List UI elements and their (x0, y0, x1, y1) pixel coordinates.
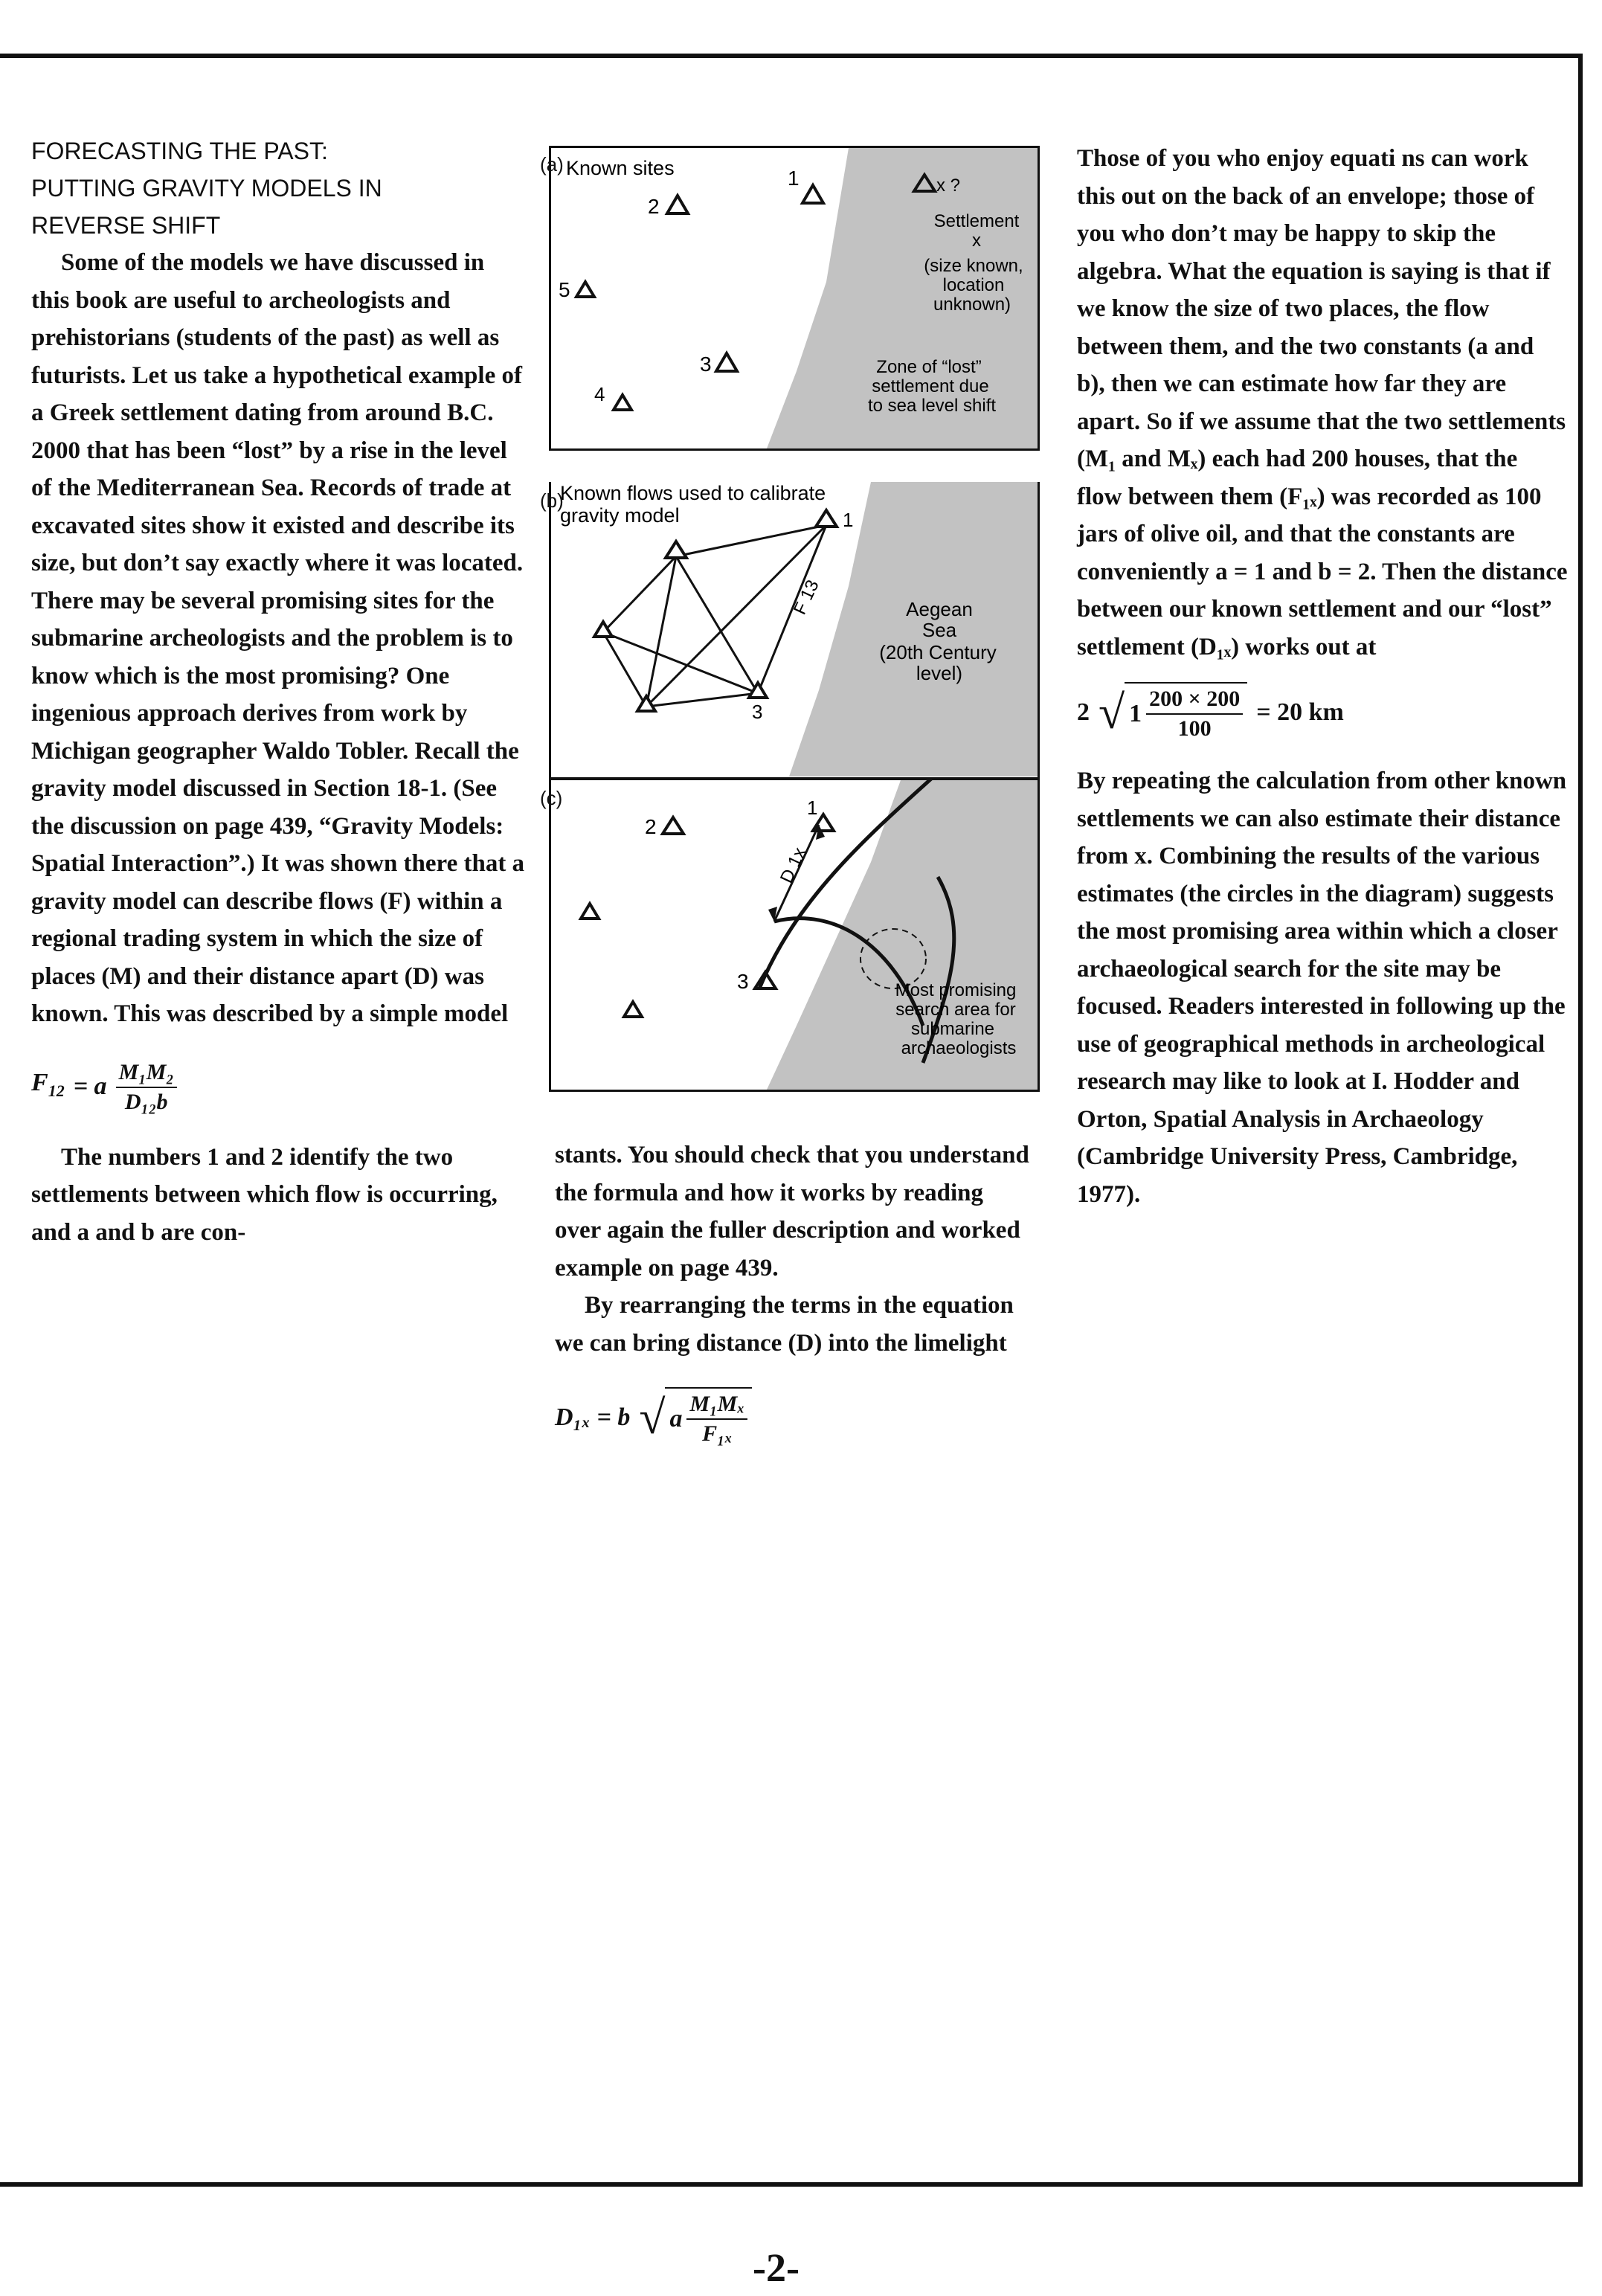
col1-paragraph-1: Some of the models we have discussed in this book are useful to archeologists and prehistorians (students of the past) as well as futurists. Let us take a hypothetical example of a Greek settlement dating from around B.C. 2000 that has been “lost” by a rise in the level of the Mediterranean Sea. Records of trade at excavated sites show it existed and describe its size, but don’t say exactly where it was located. There may be several promising sites for the submarine archeologists and the problem is to know which is the most promising? One ingenious approach derives from work by Michigan geographer Waldo Tobler. Recall the gravity model discussed in Section 18-1. (See the discussion on page 439, “Gravity Models: Spatial Interaction”.) It was shown there that a gravity model can describe flows (F) within a regional trading system in which the size of places (M) and their distance apart (D) was known. This was described by a simple model (31, 249, 525, 1027)
eq3-result: = 20 km (1256, 698, 1344, 726)
panel-b-diagram (551, 482, 1038, 776)
panel-b-label: (b) (540, 489, 564, 512)
zone-text-3: to sea level shift (867, 396, 997, 416)
flow-f13-label: F 13 (789, 576, 823, 618)
settlement-text-3: (size known, (924, 256, 1023, 276)
site-b-bottom-icon (637, 696, 655, 711)
site-1-label: 1 (788, 167, 800, 190)
eq2-root: √ a $\frac{\text{M₁Mₓ}}{\text{F₁ₓ}}$ (639, 1387, 752, 1448)
site-2-icon (648, 195, 688, 218)
eq2-lhs: D₁ₓ = b (555, 1403, 631, 1431)
site-4-label: 4 (594, 383, 605, 405)
eq2-denominator: F₁ₓ (702, 1421, 733, 1446)
eq3-denominator: 100 (1177, 716, 1212, 741)
heading-line-1: FORECASTING THE PAST: (31, 138, 328, 164)
site-c-2-label: 2 (645, 815, 657, 838)
site-c-1-label: 1 (807, 797, 818, 819)
sea-text-1: Aegean (906, 598, 973, 620)
col3-paragraph-2: By repeating the calculation from other known settlements we can also estimate their distance from x. Combining the results of the various estimates (the circles in the diagram) suggests the most promising area within which a closer archaeological search for the site may be focused. Readers interested in following up the use of geographical methods in archeological research may like to look at I. Hodder and Orton, Spatial Analysis in Archaeology (Cambridge University Press, Cambridge, 1977). (1077, 768, 1567, 1208)
settlement-text-2: x (972, 231, 981, 251)
gravity-equation (31, 1058, 528, 1116)
column-1 (31, 132, 528, 1251)
site-c-bottom-icon (624, 1002, 642, 1017)
settlement-text-1: Settlement (933, 211, 1020, 231)
eq3-coefficient: 2 (1077, 698, 1090, 726)
zone-text-2: settlement due (872, 376, 989, 396)
eq3-fraction (1146, 685, 1243, 743)
site-3-label: 3 (700, 353, 712, 376)
site-c-3-label: 3 (737, 970, 749, 993)
site-2-label: 2 (648, 195, 660, 218)
area-text-1: Most promising (895, 980, 1017, 1000)
settlement-text-4: location (942, 275, 1005, 295)
eq1-numerator: M₁M₂ (116, 1058, 177, 1088)
panel-b (549, 482, 1040, 779)
site-5-label: 5 (559, 278, 570, 301)
site-c-3-icon (755, 972, 776, 988)
panel-a (549, 146, 1040, 451)
panel-c (549, 778, 1040, 1092)
col3-paragraph-1: Those of you who enjoy equati ns can work this out on the back of an envelope; those of you who don’t may be happy to skip the algebra. What the equation is saying is that if we know the size of two places, the flow between them, and the two constants (a and b), then we can estimate how far they are apart. So if we assume that the two settlements (M₁ and Mₓ) each had 200 houses, that the flow between them (F₁ₓ) was recorded as 100 jars of olive oil, and that the constants are conveniently a = 1 and b = 2. Then the distance between our known settlement and our “lost” settlement (D₁ₓ) works out at (1077, 145, 1568, 660)
area-text-2: search area for (895, 1000, 1016, 1020)
col2-paragraph-1: stants. You should check that you understand the formula and how it works by reading over again the fuller description and worked example on page 439. (555, 1142, 1029, 1282)
panel-a-diagram (551, 148, 1038, 448)
zone-text-1: Zone of “lost” (876, 357, 982, 377)
settlement-text-5: unknown) (933, 295, 1011, 315)
eq1-lhs: F (31, 1068, 48, 1096)
sea-text-4: level) (916, 662, 963, 684)
settlement-x-annotation (924, 211, 1023, 315)
flow-lines (603, 525, 826, 707)
search-area-annotation (895, 980, 1017, 1058)
site-5-icon (559, 278, 594, 301)
panel-a-title: Known sites (566, 157, 675, 179)
worked-equation (1077, 682, 1568, 743)
sea-text-2: Sea (921, 619, 957, 641)
site-b-left-icon (594, 622, 612, 637)
site-b-1-icon (816, 510, 837, 527)
col2-paragraph-2: By rearranging the terms in the equation we can bring distance (D) into the limelight (555, 1292, 1014, 1357)
distance-equation (555, 1387, 1031, 1448)
eq3-root: √ 1 $\frac{200 \times 200}{100}$ (1098, 682, 1247, 743)
site-b-1-label: 1 (843, 509, 854, 531)
lost-zone-annotation (868, 357, 996, 416)
eq2-fraction (686, 1390, 747, 1448)
site-c-left-icon (581, 904, 599, 919)
site-x-label: x ? (936, 176, 961, 196)
eq1-fraction (116, 1058, 177, 1116)
site-c-2-icon (663, 817, 683, 834)
sea-text-3: (20th Century (879, 641, 997, 663)
article-heading (31, 132, 528, 244)
site-b-top-icon (666, 541, 686, 558)
panel-c-diagram (551, 780, 1038, 1090)
panel-b-title-2: gravity model (560, 504, 680, 527)
eq2-a: a (669, 1404, 683, 1432)
eq3-numerator: 200 × 200 (1146, 685, 1243, 715)
panel-b-title-1: Known flows used to calibrate (560, 482, 826, 504)
panel-c-label: (c) (540, 787, 563, 809)
heading-line-2: PUTTING GRAVITY MODELS IN (31, 175, 382, 202)
panel-a-label: (a) (540, 153, 564, 176)
area-text-4: archaeologists (901, 1038, 1017, 1058)
page-number: -2- (753, 2245, 800, 2290)
eq2-numerator: M₁Mₓ (686, 1390, 747, 1420)
site-b-3-label: 3 (752, 701, 763, 723)
eq3-one: 1 (1129, 699, 1142, 727)
column-2 (555, 1136, 1031, 1470)
eq1-lhs-sub: 12 (48, 1081, 65, 1100)
site-3-icon (700, 353, 737, 376)
column-3 (1077, 140, 1568, 1213)
col1-paragraph-2: The numbers 1 and 2 identify the two settlements between which flow is occurring, and a and b are con- (31, 1143, 498, 1246)
eq1-equals: = a (73, 1073, 107, 1101)
site-4-icon (594, 383, 631, 410)
distance-d1x-label: D 1x (776, 844, 811, 887)
area-text-3: submarine (910, 1019, 995, 1039)
site-1-icon (788, 167, 823, 203)
heading-line-3: REVERSE SHIFT (31, 212, 221, 239)
eq1-denominator: D₁₂b (124, 1089, 168, 1114)
